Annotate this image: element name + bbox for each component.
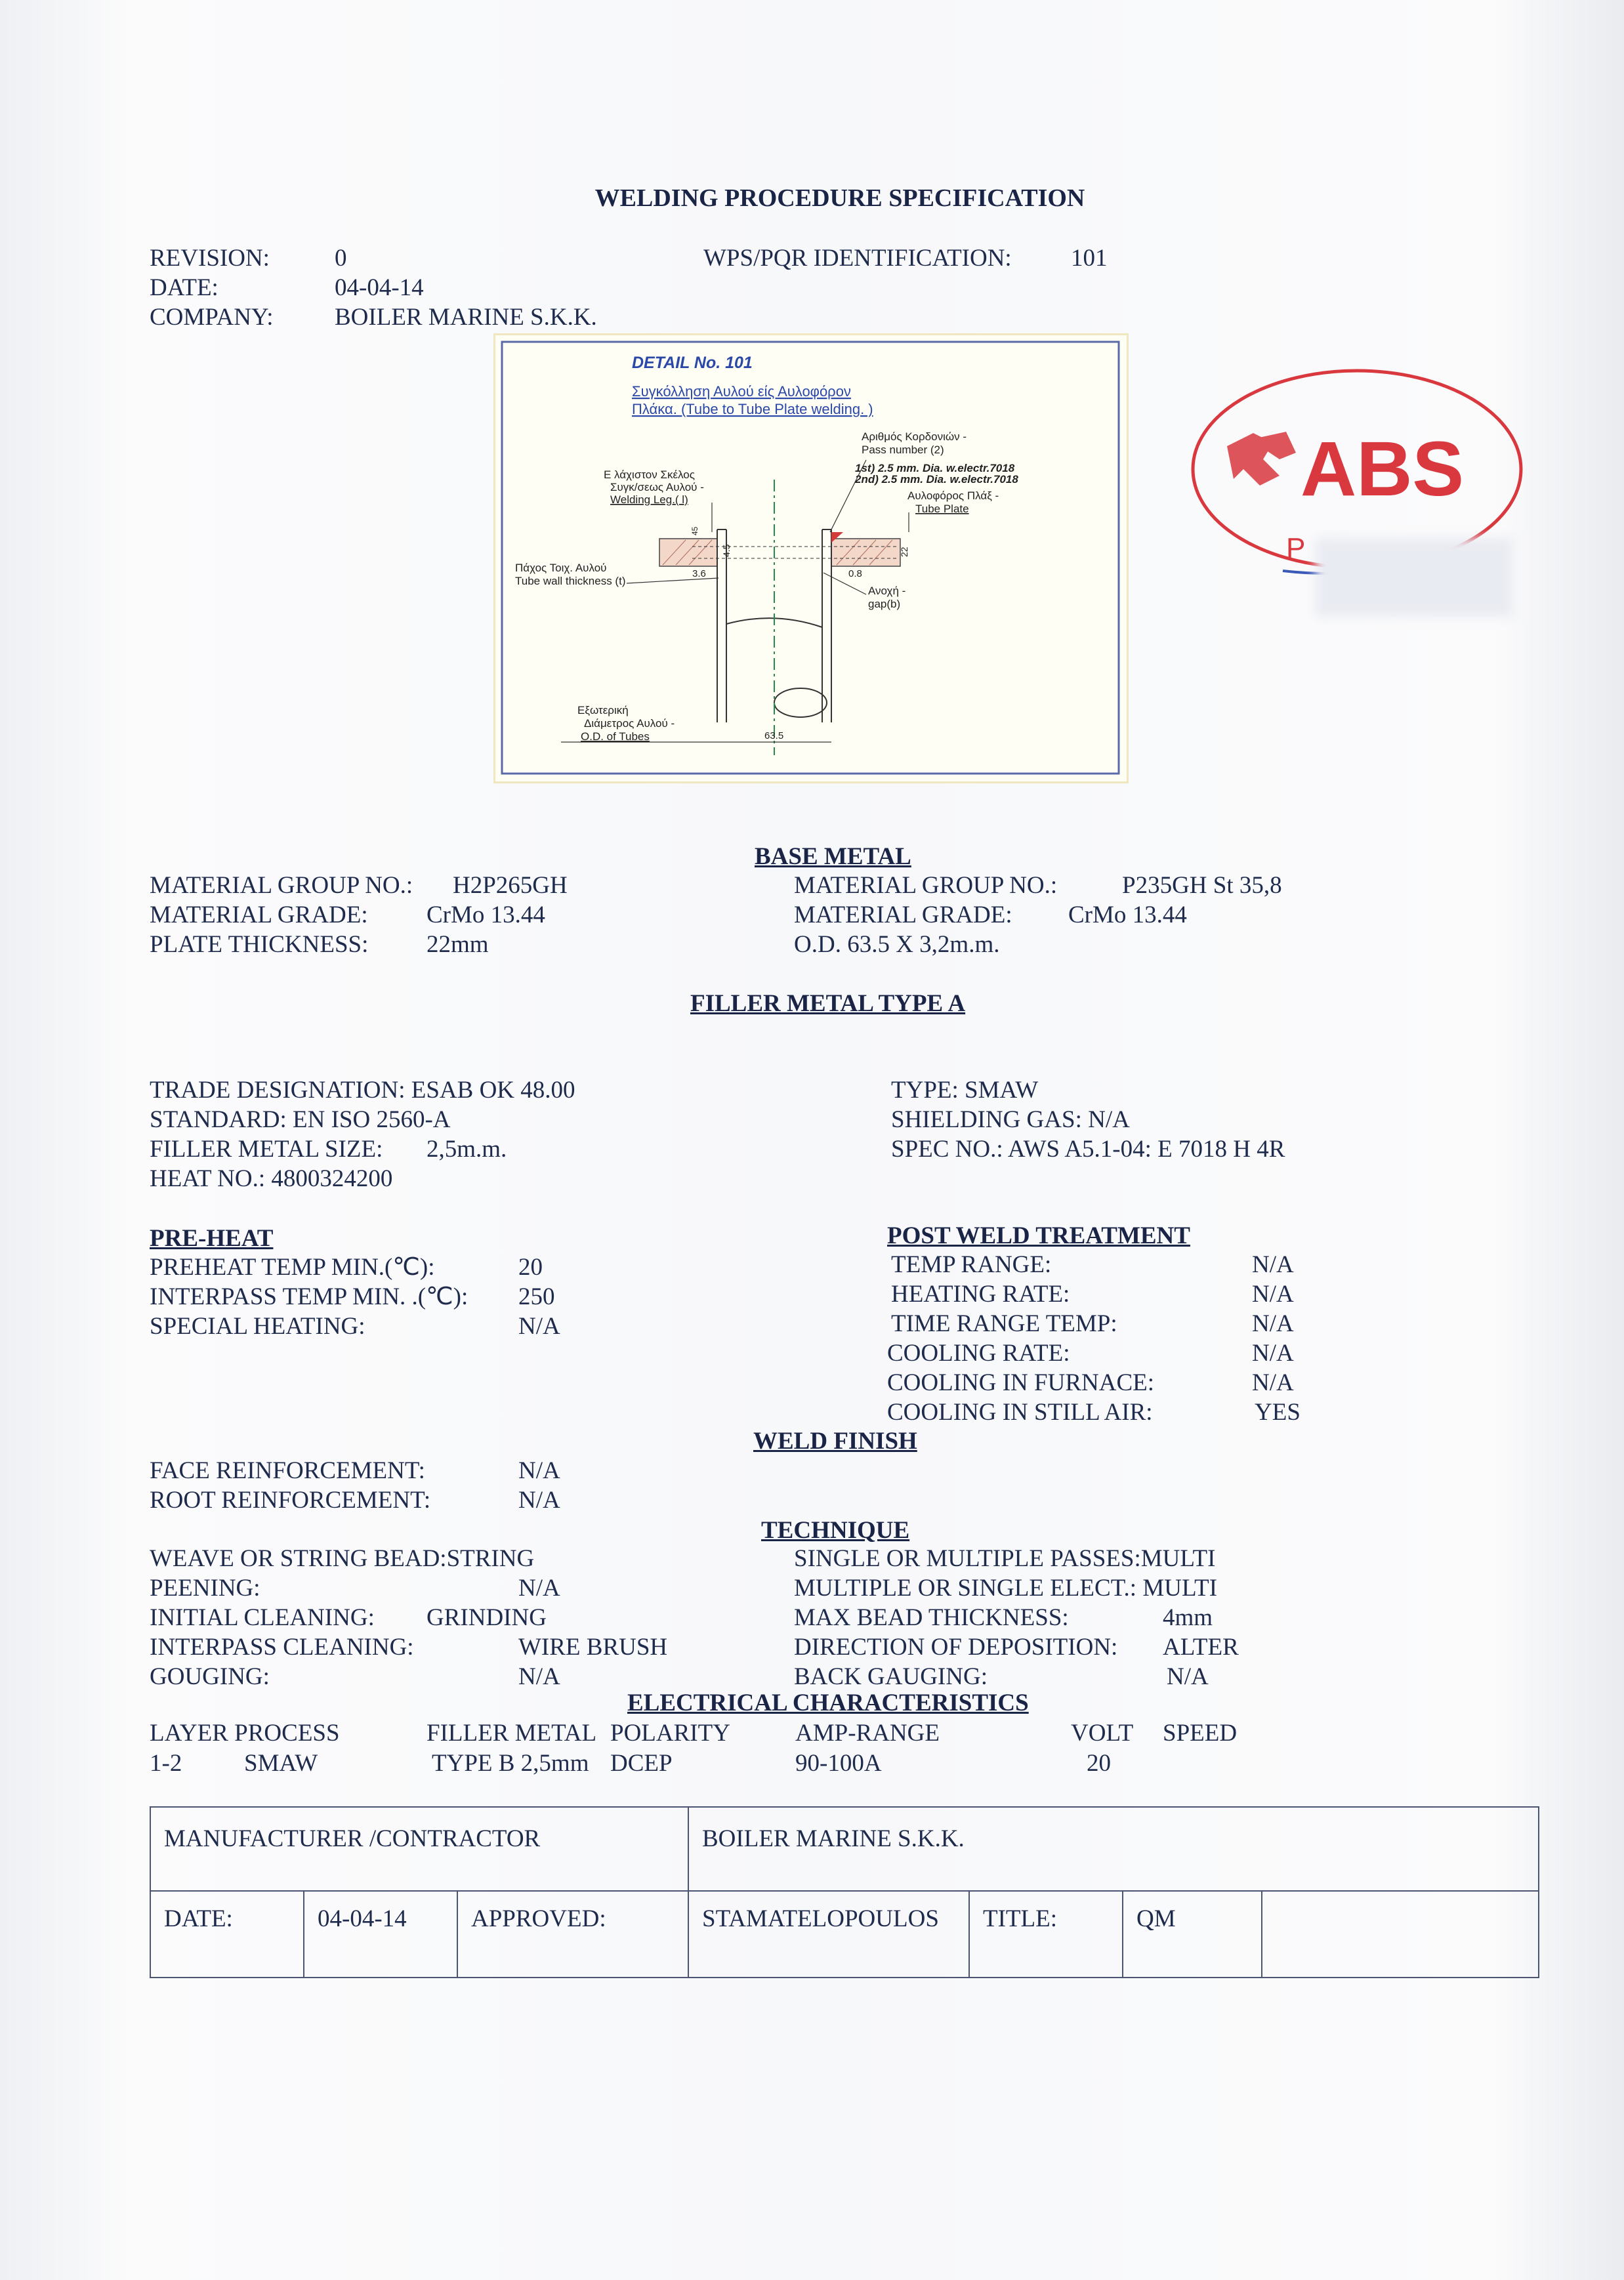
- filler-size-label: FILLER METAL SIZE:: [150, 1136, 383, 1163]
- manufacturer-label: MANUFACTURER /CONTRACTOR: [150, 1807, 688, 1891]
- filler-spec: SPEC NO.: AWS A5.1-04: E 7018 H 4R: [891, 1136, 1285, 1163]
- pwht-furnace-value: N/A: [1252, 1369, 1294, 1396]
- filler-trade: TRADE DESIGNATION: ESAB OK 48.00: [150, 1077, 575, 1104]
- date-value: 04-04-14: [335, 274, 424, 301]
- col-filler-metal: FILLER METAL: [427, 1720, 597, 1747]
- col-polarity: POLARITY: [610, 1720, 730, 1747]
- wps-value: 101: [1071, 245, 1108, 272]
- signature-table: [150, 1806, 1539, 1978]
- elec-volt: 20: [1087, 1750, 1111, 1777]
- od-label-en: O.D. of Tubes: [581, 730, 650, 743]
- max-bead-value: 4mm: [1163, 1604, 1213, 1631]
- initial-cleaning-value: GRINDING: [427, 1604, 547, 1631]
- preheat-min-label: PREHEAT TEMP MIN.(℃):: [150, 1254, 435, 1281]
- dim-wall-thickness: 3.6: [692, 568, 706, 579]
- revision-value: 0: [335, 245, 347, 272]
- pwht-air-value: YES: [1255, 1399, 1301, 1426]
- col-layer-process: LAYER PROCESS: [150, 1720, 340, 1747]
- base-left-grade-label: MATERIAL GRADE:: [150, 902, 368, 928]
- plate-label-en: Tube Plate: [915, 503, 969, 515]
- electrodes: MULTIPLE OR SINGLE ELECT.: MULTI: [794, 1575, 1218, 1602]
- base-right-od: O.D. 63.5 X 3,2m.m.: [794, 931, 1000, 958]
- filler-standard: STANDARD: EN ISO 2560-A: [150, 1106, 451, 1133]
- filler-size-value: 2,5m.m.: [427, 1136, 507, 1163]
- interpass-min-label: INTERPASS TEMP MIN. .(℃):: [150, 1283, 468, 1310]
- sig-date-label: DATE:: [150, 1891, 304, 1978]
- od-label-gr2: Διάμετρος Αυλού -: [584, 717, 675, 730]
- face-reinf-value: N/A: [518, 1457, 560, 1484]
- sig-date-value: 04-04-14: [304, 1891, 457, 1978]
- revision-label: REVISION:: [150, 245, 270, 272]
- wall-label-gr: Πάχος Τοιχ. Αυλού: [515, 562, 607, 574]
- passes: SINGLE OR MULTIPLE PASSES:MULTI: [794, 1545, 1216, 1572]
- base-right-grade-value: CrMo 13.44: [1068, 902, 1187, 928]
- interpass-cleaning-value: WIRE BRUSH: [518, 1634, 668, 1661]
- deposition-value: ALTER: [1163, 1634, 1239, 1661]
- special-heating-label: SPECIAL HEATING:: [150, 1313, 365, 1340]
- pass-label-gr: Αριθμός Κορδονιών -: [862, 430, 967, 443]
- peening-label: PEENING:: [150, 1575, 260, 1602]
- wall-label-en: Tube wall thickness (t): [515, 575, 626, 587]
- stamp-text: ABS: [1301, 426, 1465, 512]
- elec-layer: 1-2: [150, 1750, 182, 1777]
- date-label: DATE:: [150, 274, 219, 301]
- pwht-furnace-label: COOLING IN FURNACE:: [887, 1369, 1154, 1396]
- approved-value: STAMATELOPOULOS: [688, 1891, 969, 1978]
- pass-label-en: Pass number (2): [862, 444, 944, 456]
- dim-plate: 22: [899, 547, 909, 557]
- base-metal-heading: BASE METAL: [755, 843, 911, 870]
- finish-heading: WELD FINISH: [753, 1428, 917, 1455]
- wps-label: WPS/PQR IDENTIFICATION:: [703, 245, 1012, 272]
- elec-process: SMAW: [244, 1750, 318, 1777]
- face-reinf-label: FACE REINFORCEMENT:: [150, 1457, 425, 1484]
- initial-cleaning-label: INITIAL CLEANING:: [150, 1604, 375, 1631]
- electrical-heading: ELECTRICAL CHARACTERISTICS: [627, 1689, 1029, 1716]
- gouging-label: GOUGING:: [150, 1663, 270, 1690]
- deposition-label: DIRECTION OF DEPOSITION:: [794, 1634, 1118, 1661]
- plate-label-gr: Αυλοφόρος Πλάξ -: [907, 489, 999, 502]
- col-speed: SPEED: [1163, 1720, 1238, 1747]
- weave-bead: WEAVE OR STRING BEAD:STRING: [150, 1545, 535, 1572]
- pwht-temp-label: TEMP RANGE:: [891, 1251, 1052, 1278]
- pwht-temp-value: N/A: [1252, 1251, 1294, 1278]
- base-left-thickness-label: PLATE THICKNESS:: [150, 931, 369, 958]
- od-label-gr1: Εξωτερική: [577, 704, 629, 716]
- detail-number: DETAIL No. 101: [632, 354, 753, 372]
- pwht-heating-label: HEATING RATE:: [891, 1281, 1070, 1308]
- pwht-time-label: TIME RANGE TEMP:: [891, 1310, 1117, 1337]
- electrode-1: 1st) 2.5 mm. Dia. w.electr.7018: [855, 462, 1015, 474]
- dim-small: 45: [690, 526, 699, 535]
- base-right-group-label: MATERIAL GROUP NO.:: [794, 872, 1058, 899]
- sig-title-label: TITLE:: [969, 1891, 1123, 1978]
- gap-label-gr: Ανοχή -: [868, 585, 906, 597]
- leg-label-gr1: Ε λάχιστον Σκέλος: [604, 468, 695, 481]
- back-gauging-value: N/A: [1167, 1663, 1209, 1690]
- stamp-sub: P: [1286, 532, 1306, 564]
- pwht-air-label: COOLING IN STILL AIR:: [887, 1399, 1153, 1426]
- pwht-heating-value: N/A: [1252, 1281, 1294, 1308]
- company-value: BOILER MARINE S.K.K.: [335, 304, 597, 331]
- sig-blank: [1262, 1891, 1539, 1978]
- caption-line-2: Πλάκα. (Tube to Tube Plate welding. ): [632, 401, 873, 417]
- company-label: COMPANY:: [150, 304, 274, 331]
- dim-leg: 4.5: [721, 544, 732, 557]
- peening-value: N/A: [518, 1575, 560, 1602]
- dim-od: 63.5: [764, 730, 784, 741]
- elec-filler: TYPE B 2,5mm: [432, 1750, 589, 1777]
- caption-line-1: Συγκόλληση Αυλού είς Αυλοφόρον: [632, 383, 851, 400]
- col-amp-range: AMP-RANGE: [795, 1720, 940, 1747]
- base-right-group-value: P235GH St 35,8: [1122, 872, 1282, 899]
- redacted-region: [1316, 538, 1512, 617]
- back-gauging-label: BACK GAUGING:: [794, 1663, 988, 1690]
- manufacturer-value: BOILER MARINE S.K.K.: [688, 1807, 1539, 1891]
- pwht-time-value: N/A: [1252, 1310, 1294, 1337]
- weld-detail-drawing: [493, 333, 1129, 783]
- col-volt: VOLT: [1071, 1720, 1134, 1747]
- leg-label-en: Welding Leg.( l): [610, 493, 688, 506]
- base-right-grade-label: MATERIAL GRADE:: [794, 902, 1012, 928]
- interpass-cleaning-label: INTERPASS CLEANING:: [150, 1634, 414, 1661]
- filler-gas: SHIELDING GAS: N/A: [891, 1106, 1130, 1133]
- electrode-2: 2nd) 2.5 mm. Dia. w.electr.7018: [855, 473, 1018, 486]
- approved-label: APPROVED:: [457, 1891, 688, 1978]
- eagle-icon: [1227, 432, 1296, 486]
- gap-label-en: gap(b): [868, 598, 901, 610]
- elec-polarity: DCEP: [610, 1750, 673, 1777]
- gouging-value: N/A: [518, 1663, 560, 1690]
- special-heating-value: N/A: [518, 1313, 560, 1340]
- sig-title-value: QM: [1123, 1891, 1262, 1978]
- filler-type: TYPE: SMAW: [891, 1077, 1039, 1104]
- root-reinf-label: ROOT REINFORCEMENT:: [150, 1487, 431, 1514]
- pwht-cooling-label: COOLING RATE:: [887, 1340, 1070, 1367]
- root-reinf-value: N/A: [518, 1487, 560, 1514]
- interpass-min-value: 250: [518, 1283, 555, 1310]
- preheat-heading: PRE-HEAT: [150, 1225, 274, 1252]
- base-left-thickness-value: 22mm: [427, 931, 489, 958]
- base-left-grade-value: CrMo 13.44: [427, 902, 545, 928]
- max-bead-label: MAX BEAD THICKNESS:: [794, 1604, 1069, 1631]
- technique-heading: TECHNIQUE: [761, 1517, 910, 1544]
- filler-heading: FILLER METAL TYPE A: [690, 990, 966, 1017]
- preheat-min-value: 20: [518, 1254, 543, 1281]
- leg-label-gr2: Συγκ/σεως Αυλού -: [610, 481, 704, 493]
- base-left-group-value: H2P265GH: [453, 872, 568, 899]
- filler-heat: HEAT NO.: 4800324200: [150, 1165, 393, 1192]
- pwht-heading: POST WELD TREATMENT: [887, 1222, 1190, 1249]
- dim-gap: 0.8: [848, 568, 862, 579]
- pwht-cooling-value: N/A: [1252, 1340, 1294, 1367]
- elec-amp: 90-100A: [795, 1750, 882, 1777]
- document-title: WELDING PROCEDURE SPECIFICATION: [594, 184, 1085, 212]
- base-left-group-label: MATERIAL GROUP NO.:: [150, 872, 413, 899]
